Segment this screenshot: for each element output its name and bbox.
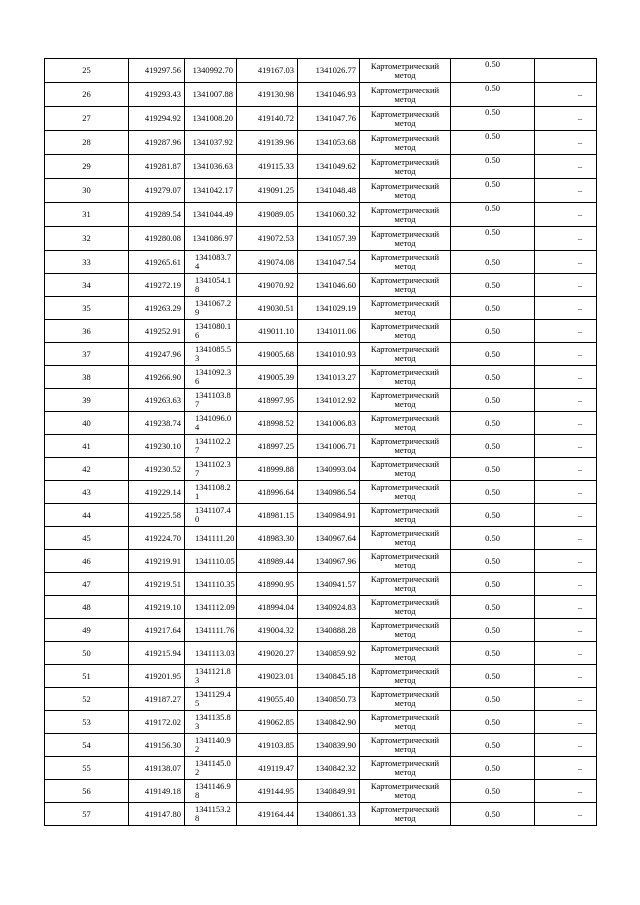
method-cell: Картометрический метод bbox=[360, 688, 451, 711]
note-cell: – bbox=[535, 343, 597, 366]
method-cell: Картометрический метод bbox=[360, 757, 451, 780]
y1-cell: 1341113.03 bbox=[185, 642, 237, 665]
accuracy-cell: 0.50 bbox=[451, 435, 535, 458]
y2-cell: 1341026.77 bbox=[298, 59, 360, 83]
note-cell: – bbox=[535, 596, 597, 619]
method-cell: Картометрический метод bbox=[360, 642, 451, 665]
table-row bbox=[45, 642, 597, 665]
method-cell: Картометрический метод bbox=[360, 155, 451, 179]
x2-cell: 418997.25 bbox=[237, 435, 298, 458]
x1-cell: 419215.94 bbox=[129, 642, 185, 665]
note-cell: – bbox=[535, 203, 597, 227]
method-cell: Картометрический метод bbox=[360, 458, 451, 481]
method-cell: Картометрический метод bbox=[360, 412, 451, 435]
y2-cell: 1340888.28 bbox=[298, 619, 360, 642]
note-cell: – bbox=[535, 274, 597, 297]
y2-cell: 1340861.33 bbox=[298, 803, 360, 826]
point-number-cell: 34 bbox=[45, 274, 129, 297]
x2-cell: 419144.95 bbox=[237, 780, 298, 803]
x1-cell: 419266.90 bbox=[129, 366, 185, 389]
y2-cell: 1341057.39 bbox=[298, 227, 360, 251]
accuracy-cell: 0.50 bbox=[451, 619, 535, 642]
method-cell: Картометрический метод bbox=[360, 803, 451, 826]
y2-cell: 1340924.83 bbox=[298, 596, 360, 619]
x1-cell: 419230.10 bbox=[129, 435, 185, 458]
point-number-cell: 25 bbox=[45, 59, 129, 83]
point-number-cell: 43 bbox=[45, 481, 129, 504]
point-number-cell: 57 bbox=[45, 803, 129, 826]
y1-cell: 1341140.92 bbox=[185, 734, 237, 757]
y1-cell: 1341036.63 bbox=[185, 155, 237, 179]
x2-cell: 418997.95 bbox=[237, 389, 298, 412]
x2-cell: 419130.98 bbox=[237, 83, 298, 107]
point-number-cell: 32 bbox=[45, 227, 129, 251]
x2-cell: 419103.85 bbox=[237, 734, 298, 757]
x2-cell: 418990.95 bbox=[237, 573, 298, 596]
y1-cell: 1341067.29 bbox=[185, 297, 237, 320]
x1-cell: 419272.19 bbox=[129, 274, 185, 297]
method-cell: Картометрический метод bbox=[360, 59, 451, 83]
accuracy-cell: 0.50 bbox=[451, 251, 535, 274]
table-row bbox=[45, 550, 597, 573]
point-number-cell: 29 bbox=[45, 155, 129, 179]
method-cell: Картометрический метод bbox=[360, 504, 451, 527]
method-cell: Картометрический метод bbox=[360, 179, 451, 203]
method-cell: Картометрический метод bbox=[360, 527, 451, 550]
point-number-cell: 31 bbox=[45, 203, 129, 227]
x1-cell: 419219.51 bbox=[129, 573, 185, 596]
table-row bbox=[45, 458, 597, 481]
table-row bbox=[45, 59, 597, 83]
y2-cell: 1340842.90 bbox=[298, 711, 360, 734]
method-cell: Картометрический метод bbox=[360, 297, 451, 320]
note-cell: – bbox=[535, 504, 597, 527]
point-number-cell: 50 bbox=[45, 642, 129, 665]
table-row bbox=[45, 481, 597, 504]
note-cell: – bbox=[535, 458, 597, 481]
table-row bbox=[45, 83, 597, 107]
y1-cell: 1341103.87 bbox=[185, 389, 237, 412]
y2-cell: 1341047.76 bbox=[298, 107, 360, 131]
point-number-cell: 38 bbox=[45, 366, 129, 389]
point-number-cell: 40 bbox=[45, 412, 129, 435]
y1-cell: 1341135.83 bbox=[185, 711, 237, 734]
table-row bbox=[45, 803, 597, 826]
x1-cell: 419280.08 bbox=[129, 227, 185, 251]
accuracy-cell: 0.50 bbox=[451, 504, 535, 527]
x2-cell: 419011.10 bbox=[237, 320, 298, 343]
method-cell: Картометрический метод bbox=[360, 107, 451, 131]
y2-cell: 1341011.06 bbox=[298, 320, 360, 343]
x1-cell: 419224.70 bbox=[129, 527, 185, 550]
x2-cell: 419115.33 bbox=[237, 155, 298, 179]
table-row bbox=[45, 619, 597, 642]
y1-cell: 1341096.04 bbox=[185, 412, 237, 435]
method-cell: Картометрический метод bbox=[360, 711, 451, 734]
x1-cell: 419263.63 bbox=[129, 389, 185, 412]
accuracy-cell: 0.50 bbox=[451, 179, 535, 203]
x2-cell: 419167.03 bbox=[237, 59, 298, 83]
y1-cell: 1341111.20 bbox=[185, 527, 237, 550]
method-cell: Картометрический метод bbox=[360, 389, 451, 412]
x2-cell: 419119.47 bbox=[237, 757, 298, 780]
table-row bbox=[45, 711, 597, 734]
x1-cell: 419138.07 bbox=[129, 757, 185, 780]
y2-cell: 1340986.54 bbox=[298, 481, 360, 504]
accuracy-cell: 0.50 bbox=[451, 688, 535, 711]
table-row bbox=[45, 155, 597, 179]
table-row bbox=[45, 527, 597, 550]
y2-cell: 1341046.93 bbox=[298, 83, 360, 107]
accuracy-cell: 0.50 bbox=[451, 366, 535, 389]
y2-cell: 1341053.68 bbox=[298, 131, 360, 155]
point-number-cell: 52 bbox=[45, 688, 129, 711]
y1-cell: 1341153.28 bbox=[185, 803, 237, 826]
table-row bbox=[45, 366, 597, 389]
accuracy-cell: 0.50 bbox=[451, 389, 535, 412]
point-number-cell: 45 bbox=[45, 527, 129, 550]
table-row bbox=[45, 435, 597, 458]
y2-cell: 1341049.62 bbox=[298, 155, 360, 179]
x2-cell: 419062.85 bbox=[237, 711, 298, 734]
x2-cell: 419055.40 bbox=[237, 688, 298, 711]
note-cell: – bbox=[535, 619, 597, 642]
x1-cell: 419297.56 bbox=[129, 59, 185, 83]
y1-cell: 1341110.05 bbox=[185, 550, 237, 573]
accuracy-cell: 0.50 bbox=[451, 757, 535, 780]
accuracy-cell: 0.50 bbox=[451, 227, 535, 251]
y1-cell: 1341107.40 bbox=[185, 504, 237, 527]
note-cell: – bbox=[535, 550, 597, 573]
y1-cell: 1341111.76 bbox=[185, 619, 237, 642]
accuracy-cell: 0.50 bbox=[451, 803, 535, 826]
accuracy-cell: 0.50 bbox=[451, 780, 535, 803]
y1-cell: 1341037.92 bbox=[185, 131, 237, 155]
method-cell: Картометрический метод bbox=[360, 366, 451, 389]
point-number-cell: 44 bbox=[45, 504, 129, 527]
x2-cell: 419005.39 bbox=[237, 366, 298, 389]
accuracy-cell: 0.50 bbox=[451, 412, 535, 435]
x1-cell: 419281.87 bbox=[129, 155, 185, 179]
x1-cell: 419172.02 bbox=[129, 711, 185, 734]
x1-cell: 419263.29 bbox=[129, 297, 185, 320]
x1-cell: 419230.52 bbox=[129, 458, 185, 481]
x1-cell: 419238.74 bbox=[129, 412, 185, 435]
table-body bbox=[45, 59, 597, 826]
x2-cell: 419074.08 bbox=[237, 251, 298, 274]
x1-cell: 419217.64 bbox=[129, 619, 185, 642]
x1-cell: 419247.96 bbox=[129, 343, 185, 366]
y2-cell: 1340967.96 bbox=[298, 550, 360, 573]
x1-cell: 419156.30 bbox=[129, 734, 185, 757]
y2-cell: 1341012.92 bbox=[298, 389, 360, 412]
note-cell: – bbox=[535, 642, 597, 665]
y1-cell: 1341102.37 bbox=[185, 458, 237, 481]
y1-cell: 1341083.74 bbox=[185, 251, 237, 274]
accuracy-cell: 0.50 bbox=[451, 573, 535, 596]
accuracy-cell: 0.50 bbox=[451, 711, 535, 734]
y1-cell: 1341092.36 bbox=[185, 366, 237, 389]
method-cell: Картометрический метод bbox=[360, 435, 451, 458]
point-number-cell: 26 bbox=[45, 83, 129, 107]
method-cell: Картометрический метод bbox=[360, 251, 451, 274]
note-cell: – bbox=[535, 757, 597, 780]
table-row bbox=[45, 573, 597, 596]
y2-cell: 1341010.93 bbox=[298, 343, 360, 366]
x1-cell: 419201.95 bbox=[129, 665, 185, 688]
point-number-cell: 47 bbox=[45, 573, 129, 596]
y2-cell: 1340984.91 bbox=[298, 504, 360, 527]
x1-cell: 419279.07 bbox=[129, 179, 185, 203]
method-cell: Картометрический метод bbox=[360, 573, 451, 596]
accuracy-cell: 0.50 bbox=[451, 665, 535, 688]
y2-cell: 1340849.91 bbox=[298, 780, 360, 803]
y1-cell: 1341042.17 bbox=[185, 179, 237, 203]
accuracy-cell: 0.50 bbox=[451, 458, 535, 481]
y2-cell: 1340850.73 bbox=[298, 688, 360, 711]
x1-cell: 419219.10 bbox=[129, 596, 185, 619]
y2-cell: 1341029.19 bbox=[298, 297, 360, 320]
x1-cell: 419293.43 bbox=[129, 83, 185, 107]
x1-cell: 419265.61 bbox=[129, 251, 185, 274]
accuracy-cell: 0.50 bbox=[451, 481, 535, 504]
accuracy-cell: 0.50 bbox=[451, 642, 535, 665]
table-row bbox=[45, 412, 597, 435]
note-cell: – bbox=[535, 227, 597, 251]
point-number-cell: 51 bbox=[45, 665, 129, 688]
y2-cell: 1341047.54 bbox=[298, 251, 360, 274]
y2-cell: 1341060.32 bbox=[298, 203, 360, 227]
point-number-cell: 42 bbox=[45, 458, 129, 481]
point-number-cell: 37 bbox=[45, 343, 129, 366]
point-number-cell: 53 bbox=[45, 711, 129, 734]
method-cell: Картометрический метод bbox=[360, 203, 451, 227]
accuracy-cell: 0.50 bbox=[451, 596, 535, 619]
x2-cell: 418996.64 bbox=[237, 481, 298, 504]
x2-cell: 419072.53 bbox=[237, 227, 298, 251]
y1-cell: 1341008.20 bbox=[185, 107, 237, 131]
y2-cell: 1340993.04 bbox=[298, 458, 360, 481]
accuracy-cell: 0.50 bbox=[451, 203, 535, 227]
y2-cell: 1340967.64 bbox=[298, 527, 360, 550]
coordinates-table bbox=[44, 58, 597, 826]
accuracy-cell: 0.50 bbox=[451, 734, 535, 757]
accuracy-cell: 0.50 bbox=[451, 107, 535, 131]
table-row bbox=[45, 274, 597, 297]
method-cell: Картометрический метод bbox=[360, 596, 451, 619]
note-cell: – bbox=[535, 297, 597, 320]
x2-cell: 418981.15 bbox=[237, 504, 298, 527]
table-row bbox=[45, 131, 597, 155]
y1-cell: 1341108.21 bbox=[185, 481, 237, 504]
y1-cell: 1341054.18 bbox=[185, 274, 237, 297]
x1-cell: 419252.91 bbox=[129, 320, 185, 343]
note-cell: – bbox=[535, 734, 597, 757]
accuracy-cell: 0.50 bbox=[451, 131, 535, 155]
x2-cell: 419140.72 bbox=[237, 107, 298, 131]
table-row bbox=[45, 203, 597, 227]
note-cell: – bbox=[535, 780, 597, 803]
table-row bbox=[45, 688, 597, 711]
y2-cell: 1340859.92 bbox=[298, 642, 360, 665]
x2-cell: 418983.30 bbox=[237, 527, 298, 550]
y1-cell: 1341044.49 bbox=[185, 203, 237, 227]
y1-cell: 1341110.35 bbox=[185, 573, 237, 596]
point-number-cell: 41 bbox=[45, 435, 129, 458]
note-cell: – bbox=[535, 389, 597, 412]
note-cell: – bbox=[535, 665, 597, 688]
table-row bbox=[45, 227, 597, 251]
point-number-cell: 28 bbox=[45, 131, 129, 155]
x2-cell: 419089.05 bbox=[237, 203, 298, 227]
table-row bbox=[45, 179, 597, 203]
point-number-cell: 54 bbox=[45, 734, 129, 757]
x2-cell: 419164.44 bbox=[237, 803, 298, 826]
note-cell: – bbox=[535, 366, 597, 389]
method-cell: Картометрический метод bbox=[360, 227, 451, 251]
x2-cell: 419070.92 bbox=[237, 274, 298, 297]
point-number-cell: 35 bbox=[45, 297, 129, 320]
method-cell: Картометрический метод bbox=[360, 665, 451, 688]
table-row bbox=[45, 596, 597, 619]
y1-cell: 1341121.83 bbox=[185, 665, 237, 688]
table-row bbox=[45, 343, 597, 366]
point-number-cell: 30 bbox=[45, 179, 129, 203]
x1-cell: 419147.80 bbox=[129, 803, 185, 826]
note-cell: – bbox=[535, 412, 597, 435]
point-number-cell: 27 bbox=[45, 107, 129, 131]
y1-cell: 1340992.70 bbox=[185, 59, 237, 83]
note-cell: – bbox=[535, 527, 597, 550]
y1-cell: 1341146.98 bbox=[185, 780, 237, 803]
y2-cell: 1340845.18 bbox=[298, 665, 360, 688]
y2-cell: 1340839.90 bbox=[298, 734, 360, 757]
note-cell: – bbox=[535, 131, 597, 155]
note-cell: – bbox=[535, 481, 597, 504]
note-cell: – bbox=[535, 251, 597, 274]
accuracy-cell: 0.50 bbox=[451, 59, 535, 83]
point-number-cell: 33 bbox=[45, 251, 129, 274]
y1-cell: 1341007.88 bbox=[185, 83, 237, 107]
note-cell: – bbox=[535, 179, 597, 203]
y1-cell: 1341085.53 bbox=[185, 343, 237, 366]
x1-cell: 419149.18 bbox=[129, 780, 185, 803]
point-number-cell: 55 bbox=[45, 757, 129, 780]
x2-cell: 418994.04 bbox=[237, 596, 298, 619]
note-cell: – bbox=[535, 107, 597, 131]
y2-cell: 1340842.32 bbox=[298, 757, 360, 780]
note-cell: – bbox=[535, 155, 597, 179]
method-cell: Картометрический метод bbox=[360, 274, 451, 297]
accuracy-cell: 0.50 bbox=[451, 550, 535, 573]
y1-cell: 1341145.02 bbox=[185, 757, 237, 780]
accuracy-cell: 0.50 bbox=[451, 527, 535, 550]
y2-cell: 1341013.27 bbox=[298, 366, 360, 389]
method-cell: Картометрический метод bbox=[360, 780, 451, 803]
method-cell: Картометрический метод bbox=[360, 550, 451, 573]
accuracy-cell: 0.50 bbox=[451, 155, 535, 179]
x2-cell: 419139.96 bbox=[237, 131, 298, 155]
x2-cell: 419004.32 bbox=[237, 619, 298, 642]
table-row bbox=[45, 297, 597, 320]
x1-cell: 419187.27 bbox=[129, 688, 185, 711]
note-cell: – bbox=[535, 803, 597, 826]
note-cell: – bbox=[535, 83, 597, 107]
x2-cell: 418989.44 bbox=[237, 550, 298, 573]
y1-cell: 1341080.16 bbox=[185, 320, 237, 343]
table-row bbox=[45, 320, 597, 343]
y2-cell: 1341006.83 bbox=[298, 412, 360, 435]
y1-cell: 1341112.09 bbox=[185, 596, 237, 619]
point-number-cell: 36 bbox=[45, 320, 129, 343]
accuracy-cell: 0.50 bbox=[451, 83, 535, 107]
x2-cell: 418998.52 bbox=[237, 412, 298, 435]
x1-cell: 419219.91 bbox=[129, 550, 185, 573]
note-cell: – bbox=[535, 320, 597, 343]
point-number-cell: 56 bbox=[45, 780, 129, 803]
table-row bbox=[45, 734, 597, 757]
accuracy-cell: 0.50 bbox=[451, 297, 535, 320]
method-cell: Картометрический метод bbox=[360, 734, 451, 757]
accuracy-cell: 0.50 bbox=[451, 274, 535, 297]
method-cell: Картометрический метод bbox=[360, 481, 451, 504]
table-row bbox=[45, 389, 597, 412]
x1-cell: 419229.14 bbox=[129, 481, 185, 504]
y2-cell: 1341006.71 bbox=[298, 435, 360, 458]
table-row bbox=[45, 107, 597, 131]
table-row bbox=[45, 251, 597, 274]
x2-cell: 419023.01 bbox=[237, 665, 298, 688]
x1-cell: 419289.54 bbox=[129, 203, 185, 227]
method-cell: Картометрический метод bbox=[360, 320, 451, 343]
note-cell bbox=[535, 59, 597, 83]
point-number-cell: 46 bbox=[45, 550, 129, 573]
note-cell: – bbox=[535, 711, 597, 734]
method-cell: Картометрический метод bbox=[360, 83, 451, 107]
y1-cell: 1341086.97 bbox=[185, 227, 237, 251]
x2-cell: 419005.68 bbox=[237, 343, 298, 366]
point-number-cell: 49 bbox=[45, 619, 129, 642]
x2-cell: 419030.51 bbox=[237, 297, 298, 320]
note-cell: – bbox=[535, 573, 597, 596]
note-cell: – bbox=[535, 435, 597, 458]
x2-cell: 419020.27 bbox=[237, 642, 298, 665]
note-cell: – bbox=[535, 688, 597, 711]
method-cell: Картометрический метод bbox=[360, 131, 451, 155]
table-row bbox=[45, 757, 597, 780]
accuracy-cell: 0.50 bbox=[451, 320, 535, 343]
x1-cell: 419287.96 bbox=[129, 131, 185, 155]
y1-cell: 1341102.27 bbox=[185, 435, 237, 458]
accuracy-cell: 0.50 bbox=[451, 343, 535, 366]
y1-cell: 1341129.45 bbox=[185, 688, 237, 711]
x2-cell: 419091.25 bbox=[237, 179, 298, 203]
method-cell: Картометрический метод bbox=[360, 619, 451, 642]
point-number-cell: 48 bbox=[45, 596, 129, 619]
x2-cell: 418999.88 bbox=[237, 458, 298, 481]
y2-cell: 1341048.48 bbox=[298, 179, 360, 203]
table-row bbox=[45, 665, 597, 688]
table-row bbox=[45, 504, 597, 527]
x1-cell: 419225.58 bbox=[129, 504, 185, 527]
method-cell: Картометрический метод bbox=[360, 343, 451, 366]
table-row bbox=[45, 780, 597, 803]
y2-cell: 1340941.57 bbox=[298, 573, 360, 596]
point-number-cell: 39 bbox=[45, 389, 129, 412]
y2-cell: 1341046.60 bbox=[298, 274, 360, 297]
x1-cell: 419294.92 bbox=[129, 107, 185, 131]
